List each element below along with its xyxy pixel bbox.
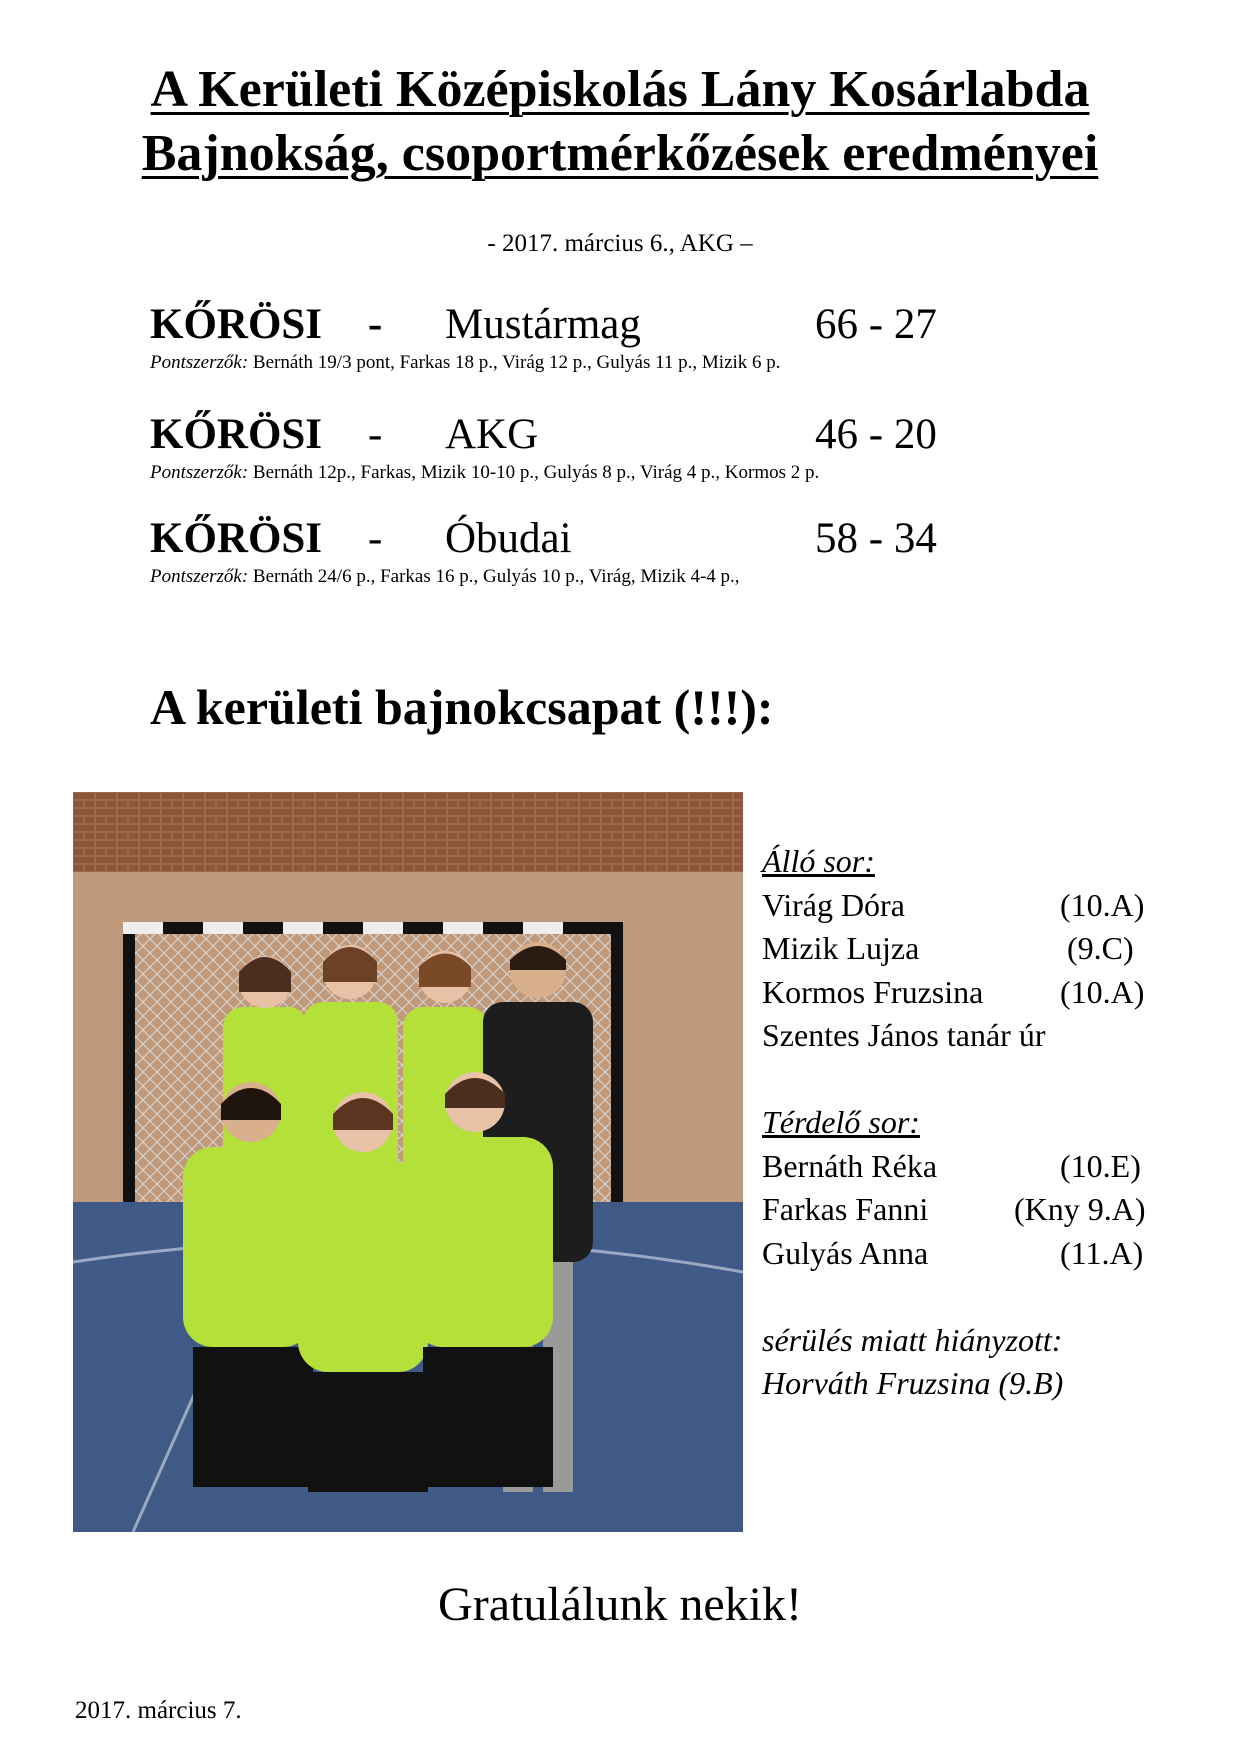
roster-entry	[762, 1145, 1182, 1189]
away-team: AKG	[445, 411, 539, 458]
match-3	[150, 512, 1150, 588]
match-result-row	[150, 298, 1150, 352]
away-team: Mustármag	[445, 301, 641, 348]
home-team: KŐRÖSI	[150, 301, 323, 348]
teacher-entry: Szentes János tanár úr	[762, 1017, 1046, 1053]
match-dash: -	[368, 411, 383, 458]
roster-entry	[762, 884, 1182, 928]
match-score: 58 - 34	[815, 515, 937, 562]
match-score: 66 - 27	[815, 301, 937, 348]
player-name: Farkas Fanni	[762, 1191, 929, 1227]
player-class: (Kny 9.A)	[1014, 1191, 1146, 1227]
scorers-line	[150, 352, 1150, 374]
event-date-venue: - 2017. március 6., AKG –	[487, 230, 753, 257]
champion-team-heading: A kerületi bajnokcsapat (!!!):	[150, 679, 774, 735]
match-2	[150, 408, 1150, 484]
player-class: (9.C)	[1067, 930, 1134, 966]
match-result-row	[150, 512, 1150, 566]
standing-row-heading: Álló sor:	[762, 843, 875, 879]
scorers-label: Pontszerzők:	[150, 462, 249, 483]
player-class: (10.A)	[1060, 886, 1145, 923]
player-name: Gulyás Anna	[762, 1234, 929, 1271]
scorers-line	[150, 566, 1150, 588]
match-1	[150, 298, 1150, 374]
scorers-line	[150, 462, 1150, 484]
scorers-list: Bernáth 19/3 pont, Farkas 18 p., Virág 12 p., Gulyás 11 p., Mizik 6 p.	[248, 352, 781, 373]
congratulations-text: Gratulálunk nekik!	[438, 1578, 802, 1631]
scorers-label: Pontszerzők:	[150, 566, 249, 587]
scorers-list: Bernáth 12p., Farkas, Mizik 10-10 p., Gulyás 8 p., Virág 4 p., Kormos 2 p.	[248, 462, 820, 483]
player-class: (11.A)	[1060, 1234, 1144, 1271]
match-score: 46 - 20	[815, 411, 937, 458]
scorers-list: Bernáth 24/6 p., Farkas 16 p., Gulyás 10 p., Virág, Mizik 4-4 p.,	[248, 566, 740, 587]
scorers-label: Pontszerzők:	[150, 352, 249, 373]
document-title	[0, 58, 1240, 186]
team-photo	[73, 792, 743, 1532]
roster-entry	[762, 1232, 1182, 1276]
roster-entry	[762, 1188, 1182, 1232]
document-date: 2017. március 7.	[75, 1697, 242, 1724]
roster-entry	[762, 971, 1182, 1015]
team-photo-illustration	[73, 792, 743, 1532]
match-dash: -	[368, 301, 383, 348]
player-name: Kormos Fruzsina	[762, 973, 984, 1010]
player-name: Virág Dóra	[762, 886, 905, 923]
player-name: Mizik Lujza	[762, 930, 920, 966]
match-result-row	[150, 408, 1150, 462]
absent-player: Horváth Fruzsina (9.B)	[762, 1365, 1064, 1401]
absent-label: sérülés miatt hiányzott:	[762, 1321, 1063, 1358]
home-team: KŐRÖSI	[150, 515, 323, 562]
player-name: Bernáth Réka	[762, 1147, 938, 1184]
home-team: KŐRÖSI	[150, 411, 323, 458]
kneeling-row-heading: Térdelő sor:	[762, 1104, 920, 1140]
team-roster	[762, 840, 1182, 1406]
match-dash: -	[368, 515, 383, 562]
away-team: Óbudai	[445, 515, 572, 562]
title-line-2: Bajnokság, csoportmérkőzések eredményei	[141, 125, 1099, 182]
player-class: (10.E)	[1060, 1147, 1141, 1184]
roster-entry	[762, 927, 1182, 971]
title-line-1: A Kerületi Középiskolás Lány Kosárlabda	[150, 61, 1090, 118]
player-class: (10.A)	[1060, 973, 1145, 1010]
